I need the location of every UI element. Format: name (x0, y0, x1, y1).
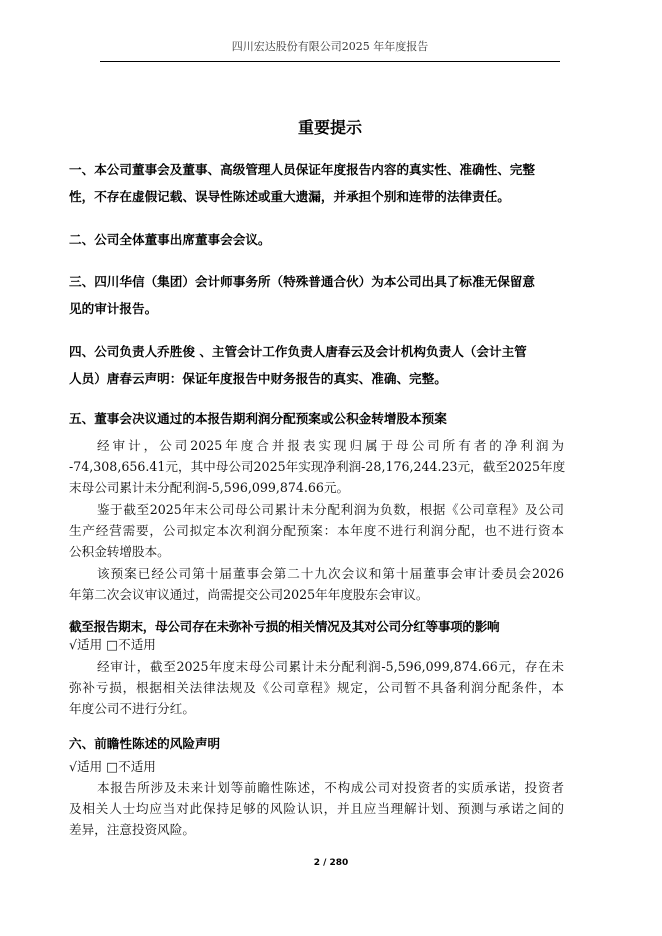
notice-item-3-line-1: 三、四川华信（集团）会计师事务所（特殊普通合伙）为本公司出具了标准无保留意 (69, 274, 535, 289)
approval-paragraph (69, 563, 564, 605)
profit-line-2: -74,308,656.41元，其中母公司2025年实现净利润-28,176,244.23元，截至2025年度 (69, 459, 566, 474)
running-header: 四川宏达股份有限公司2025 年年度报告 (231, 40, 429, 53)
notice-item-1-line-2: 性，不存在虚假记载、误导性陈述或重大遗漏，并承担个别和连带的法律责任。 (69, 189, 510, 204)
deficit-applicability: √适用 □不适用 (69, 637, 156, 652)
notice-item-4-line-1: 四、公司负责人乔胜俊 、主管会计工作负责人唐春云及会计机构负责人（会计主管 (69, 344, 527, 359)
notice-item-2-line-1: 二、公司全体董事出席董事会会议。 (69, 232, 271, 247)
risk-line-3: 差异，注意投资风险。 (69, 822, 195, 837)
deficit-line-1: 经审计，截至2025年度末母公司累计未分配利润-5,596,099,874.66元，存在未 (97, 659, 564, 674)
page-title: 重要提示 (297, 118, 362, 137)
deficit-line-2: 弥补亏损，根据相关法律法规及《公司章程》规定，公司暂不具备利润分配条件，本 (69, 680, 564, 695)
notice-item-4 (69, 338, 564, 392)
page-number: 2 / 280 (313, 858, 349, 868)
header-rule (100, 61, 560, 62)
distribution-line-3: 公积金转增股本。 (69, 544, 170, 559)
deficit-line-3: 年度公司不进行分红。 (69, 701, 195, 716)
notice-item-3-line-2: 见的审计报告。 (69, 301, 158, 316)
notice-item-5 (69, 405, 564, 432)
distribution-paragraph (69, 499, 564, 562)
notice-item-1 (69, 156, 564, 210)
notice-item-5-line-1: 五、董事会决议通过的本报告期利润分配预案或公积金转增股本预案 (69, 411, 447, 426)
risk-paragraph (69, 777, 564, 840)
risk-line-1: 本报告所涉及未来计划等前瞻性陈述，不构成公司对投资者的实质承诺，投资者 (97, 780, 564, 795)
distribution-line-2: 生产经营需要，公司拟定本次利润分配预案：本年度不进行利润分配，也不进行资本 (69, 523, 564, 538)
profit-paragraph (69, 435, 564, 498)
distribution-line-1: 鉴于截至2025年末公司母公司累计未分配利润为负数，根据《公司章程》及公司 (97, 502, 564, 517)
notice-item-2 (69, 226, 564, 253)
profit-line-1: 经审计，公司2025年度合并报表实现归属于母公司所有者的净利润为 (97, 438, 564, 453)
deficit-paragraph (69, 656, 564, 719)
deficit-heading: 截至报告期末，母公司存在未弥补亏损的相关情况及其对公司分红等事项的影响 (69, 619, 500, 634)
risk-heading: 六、前瞻性陈述的风险声明 (69, 736, 221, 751)
risk-applicability: √适用 □不适用 (69, 759, 156, 774)
risk-line-2: 及相关人士均应当对此保持足够的风险认识，并且应当理解计划、预测与承诺之间的 (69, 801, 564, 816)
approval-line-1: 该预案已经公司第十届董事会第二十九次会议和第十届董事会审计委员会2026 (97, 566, 564, 581)
profit-line-3: 末母公司累计未分配利润-5,596,099,874.66元。 (69, 480, 350, 495)
notice-item-3 (69, 268, 564, 322)
notice-item-4-line-2: 人员）唐春云声明：保证年度报告中财务报告的真实、准确、完整。 (69, 371, 447, 386)
approval-line-2: 年第二次会议审议通过，尚需提交公司2025年年度股东会审议。 (69, 587, 429, 602)
notice-item-1-line-1: 一、本公司董事会及董事、高级管理人员保证年度报告内容的真实性、准确性、完整 (69, 162, 535, 177)
